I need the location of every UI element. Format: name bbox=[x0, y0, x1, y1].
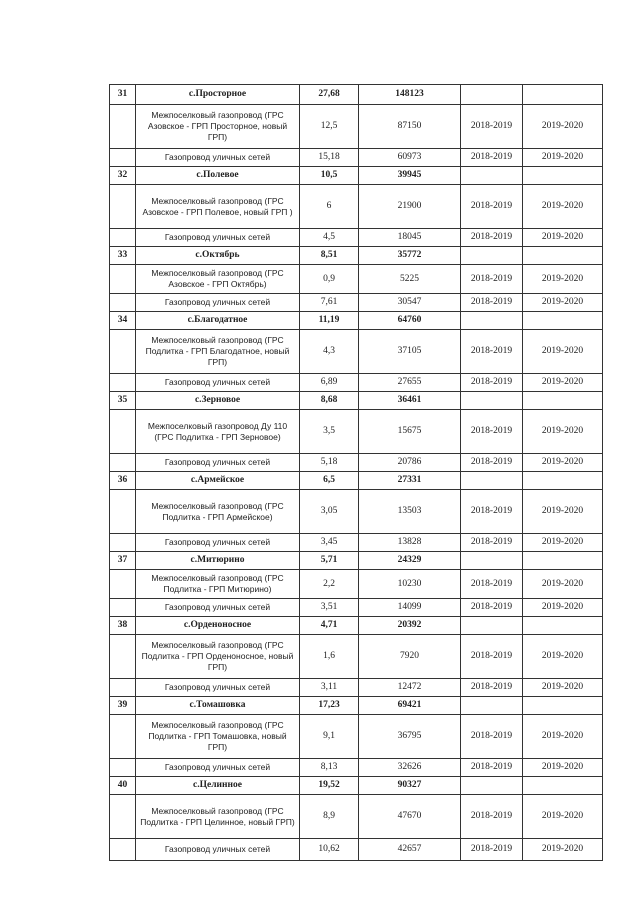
end-period-cell: 2019-2020 bbox=[523, 330, 603, 374]
cost-value-cell: 69421 bbox=[359, 697, 461, 715]
cost-value-cell: 15675 bbox=[359, 410, 461, 454]
start-period-cell: 2018-2019 bbox=[461, 570, 523, 599]
start-period-cell: 2018-2019 bbox=[461, 454, 523, 472]
object-name-cell: Межпоселковый газопровод (ГРС Азовское - ГРП Полевое, новый ГРП ) bbox=[136, 185, 300, 229]
row-number-cell bbox=[110, 534, 136, 552]
end-period-cell bbox=[523, 85, 603, 105]
object-name-cell: с.Томашовка bbox=[136, 697, 300, 715]
start-period-cell bbox=[461, 697, 523, 715]
object-name-cell: Газопровод уличных сетей bbox=[136, 454, 300, 472]
gas-pipeline-table bbox=[109, 84, 603, 861]
object-name-cell: Газопровод уличных сетей bbox=[136, 534, 300, 552]
row-number-cell bbox=[110, 265, 136, 294]
row-number-cell bbox=[110, 635, 136, 679]
object-name-cell: Межпоселковый газопровод (ГРС Подлитка - ГРП Армейское) bbox=[136, 490, 300, 534]
length-km-cell: 2,2 bbox=[300, 570, 359, 599]
object-name-cell: с.Целинное bbox=[136, 777, 300, 795]
length-km-cell: 8,51 bbox=[300, 247, 359, 265]
start-period-cell bbox=[461, 392, 523, 410]
row-number-cell: 37 bbox=[110, 552, 136, 570]
pipeline-row bbox=[110, 149, 603, 167]
row-number-cell bbox=[110, 570, 136, 599]
cost-value-cell: 30547 bbox=[359, 294, 461, 312]
end-period-cell bbox=[523, 777, 603, 795]
object-name-cell: с.Благодатное bbox=[136, 312, 300, 330]
length-km-cell: 0,9 bbox=[300, 265, 359, 294]
object-name-cell: с.Армейское bbox=[136, 472, 300, 490]
end-period-cell: 2019-2020 bbox=[523, 410, 603, 454]
row-number-cell: 39 bbox=[110, 697, 136, 715]
end-period-cell: 2019-2020 bbox=[523, 454, 603, 472]
object-name-cell: с.Орденоносное bbox=[136, 617, 300, 635]
end-period-cell: 2019-2020 bbox=[523, 839, 603, 861]
length-km-cell: 3,45 bbox=[300, 534, 359, 552]
pipeline-row bbox=[110, 374, 603, 392]
pipeline-row bbox=[110, 294, 603, 312]
row-number-cell bbox=[110, 759, 136, 777]
length-km-cell: 6 bbox=[300, 185, 359, 229]
end-period-cell bbox=[523, 167, 603, 185]
pipeline-row bbox=[110, 839, 603, 861]
row-number-cell bbox=[110, 490, 136, 534]
row-number-cell: 38 bbox=[110, 617, 136, 635]
start-period-cell: 2018-2019 bbox=[461, 839, 523, 861]
length-km-cell: 11,19 bbox=[300, 312, 359, 330]
length-km-cell: 8,13 bbox=[300, 759, 359, 777]
row-number-cell: 40 bbox=[110, 777, 136, 795]
length-km-cell: 3,11 bbox=[300, 679, 359, 697]
row-number-cell bbox=[110, 599, 136, 617]
start-period-cell bbox=[461, 777, 523, 795]
object-name-cell: Газопровод уличных сетей bbox=[136, 374, 300, 392]
object-name-cell: Газопровод уличных сетей bbox=[136, 294, 300, 312]
cost-value-cell: 5225 bbox=[359, 265, 461, 294]
cost-value-cell: 37105 bbox=[359, 330, 461, 374]
village-row bbox=[110, 552, 603, 570]
end-period-cell: 2019-2020 bbox=[523, 599, 603, 617]
object-name-cell: Межпоселковый газопровод (ГРС Подлитка - ГРП Митюрино) bbox=[136, 570, 300, 599]
pipeline-row bbox=[110, 185, 603, 229]
start-period-cell: 2018-2019 bbox=[461, 759, 523, 777]
length-km-cell: 6,89 bbox=[300, 374, 359, 392]
start-period-cell bbox=[461, 472, 523, 490]
length-km-cell: 5,18 bbox=[300, 454, 359, 472]
length-km-cell: 17,23 bbox=[300, 697, 359, 715]
end-period-cell: 2019-2020 bbox=[523, 679, 603, 697]
village-row bbox=[110, 167, 603, 185]
end-period-cell: 2019-2020 bbox=[523, 570, 603, 599]
village-row bbox=[110, 777, 603, 795]
object-name-cell: Межпоселковый газопровод (ГРС Подлитка - ГРП Целинное, новый ГРП) bbox=[136, 795, 300, 839]
end-period-cell bbox=[523, 617, 603, 635]
cost-value-cell: 14099 bbox=[359, 599, 461, 617]
length-km-cell: 1,6 bbox=[300, 635, 359, 679]
end-period-cell: 2019-2020 bbox=[523, 534, 603, 552]
end-period-cell: 2019-2020 bbox=[523, 795, 603, 839]
start-period-cell: 2018-2019 bbox=[461, 715, 523, 759]
length-km-cell: 4,5 bbox=[300, 229, 359, 247]
cost-value-cell: 10230 bbox=[359, 570, 461, 599]
cost-value-cell: 42657 bbox=[359, 839, 461, 861]
start-period-cell: 2018-2019 bbox=[461, 374, 523, 392]
start-period-cell: 2018-2019 bbox=[461, 410, 523, 454]
length-km-cell: 15,18 bbox=[300, 149, 359, 167]
start-period-cell: 2018-2019 bbox=[461, 795, 523, 839]
row-number-cell bbox=[110, 330, 136, 374]
object-name-cell: Газопровод уличных сетей bbox=[136, 679, 300, 697]
end-period-cell: 2019-2020 bbox=[523, 374, 603, 392]
pipeline-row bbox=[110, 570, 603, 599]
pipeline-row bbox=[110, 490, 603, 534]
cost-value-cell: 27331 bbox=[359, 472, 461, 490]
cost-value-cell: 35772 bbox=[359, 247, 461, 265]
cost-value-cell: 13503 bbox=[359, 490, 461, 534]
object-name-cell: Газопровод уличных сетей bbox=[136, 599, 300, 617]
length-km-cell: 6,5 bbox=[300, 472, 359, 490]
object-name-cell: Межпоселковый газопровод Ду 110 (ГРС Подлитка - ГРП Зерновое) bbox=[136, 410, 300, 454]
cost-value-cell: 60973 bbox=[359, 149, 461, 167]
start-period-cell: 2018-2019 bbox=[461, 105, 523, 149]
pipeline-row bbox=[110, 330, 603, 374]
cost-value-cell: 20786 bbox=[359, 454, 461, 472]
pipeline-row bbox=[110, 795, 603, 839]
cost-value-cell: 21900 bbox=[359, 185, 461, 229]
row-number-cell bbox=[110, 715, 136, 759]
object-name-cell: Газопровод уличных сетей bbox=[136, 149, 300, 167]
row-number-cell bbox=[110, 374, 136, 392]
length-km-cell: 9,1 bbox=[300, 715, 359, 759]
length-km-cell: 3,51 bbox=[300, 599, 359, 617]
pipeline-row bbox=[110, 635, 603, 679]
pipeline-row bbox=[110, 679, 603, 697]
cost-value-cell: 20392 bbox=[359, 617, 461, 635]
end-period-cell: 2019-2020 bbox=[523, 635, 603, 679]
length-km-cell: 10,62 bbox=[300, 839, 359, 861]
village-row bbox=[110, 472, 603, 490]
cost-value-cell: 27655 bbox=[359, 374, 461, 392]
object-name-cell: Газопровод уличных сетей bbox=[136, 839, 300, 861]
start-period-cell bbox=[461, 167, 523, 185]
end-period-cell bbox=[523, 392, 603, 410]
object-name-cell: Межпоселковый газопровод (ГРС Подлитка - ГРП Томашовка, новый ГРП) bbox=[136, 715, 300, 759]
cost-value-cell: 87150 bbox=[359, 105, 461, 149]
row-number-cell: 35 bbox=[110, 392, 136, 410]
length-km-cell: 7,61 bbox=[300, 294, 359, 312]
length-km-cell: 4,3 bbox=[300, 330, 359, 374]
start-period-cell: 2018-2019 bbox=[461, 294, 523, 312]
object-name-cell: Газопровод уличных сетей bbox=[136, 229, 300, 247]
row-number-cell bbox=[110, 294, 136, 312]
cost-value-cell: 32626 bbox=[359, 759, 461, 777]
object-name-cell: с.Полевое bbox=[136, 167, 300, 185]
length-km-cell: 19,52 bbox=[300, 777, 359, 795]
row-number-cell bbox=[110, 149, 136, 167]
start-period-cell: 2018-2019 bbox=[461, 635, 523, 679]
object-name-cell: Межпоселковый газопровод (ГРС Азовское - ГРП Просторное, новый ГРП) bbox=[136, 105, 300, 149]
object-name-cell: Межпоселковый газопровод (ГРС Подлитка - ГРП Благодатное, новый ГРП) bbox=[136, 330, 300, 374]
start-period-cell bbox=[461, 85, 523, 105]
cost-value-cell: 64760 bbox=[359, 312, 461, 330]
end-period-cell: 2019-2020 bbox=[523, 294, 603, 312]
end-period-cell: 2019-2020 bbox=[523, 490, 603, 534]
length-km-cell: 4,71 bbox=[300, 617, 359, 635]
end-period-cell: 2019-2020 bbox=[523, 185, 603, 229]
object-name-cell: Межпоселковый газопровод (ГРС Подлитка - ГРП Орденоносное, новый ГРП) bbox=[136, 635, 300, 679]
start-period-cell: 2018-2019 bbox=[461, 330, 523, 374]
village-row bbox=[110, 392, 603, 410]
end-period-cell bbox=[523, 697, 603, 715]
end-period-cell bbox=[523, 552, 603, 570]
row-number-cell bbox=[110, 454, 136, 472]
cost-value-cell: 36795 bbox=[359, 715, 461, 759]
object-name-cell: Межпоселковый газопровод (ГРС Азовское - ГРП Октябрь) bbox=[136, 265, 300, 294]
end-period-cell bbox=[523, 472, 603, 490]
length-km-cell: 10,5 bbox=[300, 167, 359, 185]
row-number-cell bbox=[110, 229, 136, 247]
village-row bbox=[110, 312, 603, 330]
row-number-cell: 36 bbox=[110, 472, 136, 490]
length-km-cell: 27,68 bbox=[300, 85, 359, 105]
end-period-cell: 2019-2020 bbox=[523, 105, 603, 149]
start-period-cell: 2018-2019 bbox=[461, 534, 523, 552]
cost-value-cell: 12472 bbox=[359, 679, 461, 697]
row-number-cell: 33 bbox=[110, 247, 136, 265]
start-period-cell: 2018-2019 bbox=[461, 679, 523, 697]
start-period-cell: 2018-2019 bbox=[461, 185, 523, 229]
end-period-cell bbox=[523, 312, 603, 330]
cost-value-cell: 36461 bbox=[359, 392, 461, 410]
end-period-cell: 2019-2020 bbox=[523, 149, 603, 167]
start-period-cell: 2018-2019 bbox=[461, 229, 523, 247]
end-period-cell bbox=[523, 247, 603, 265]
pipeline-row bbox=[110, 265, 603, 294]
village-row bbox=[110, 247, 603, 265]
village-row bbox=[110, 617, 603, 635]
village-row bbox=[110, 85, 603, 105]
cost-value-cell: 39945 bbox=[359, 167, 461, 185]
row-number-cell bbox=[110, 839, 136, 861]
cost-value-cell: 148123 bbox=[359, 85, 461, 105]
length-km-cell: 3,5 bbox=[300, 410, 359, 454]
pipeline-row bbox=[110, 759, 603, 777]
object-name-cell: с.Октябрь bbox=[136, 247, 300, 265]
start-period-cell: 2018-2019 bbox=[461, 265, 523, 294]
length-km-cell: 3,05 bbox=[300, 490, 359, 534]
pipeline-row bbox=[110, 715, 603, 759]
cost-value-cell: 18045 bbox=[359, 229, 461, 247]
village-row bbox=[110, 697, 603, 715]
row-number-cell: 32 bbox=[110, 167, 136, 185]
length-km-cell: 8,68 bbox=[300, 392, 359, 410]
table-body bbox=[110, 85, 603, 861]
row-number-cell bbox=[110, 679, 136, 697]
end-period-cell: 2019-2020 bbox=[523, 759, 603, 777]
pipeline-row bbox=[110, 105, 603, 149]
row-number-cell bbox=[110, 410, 136, 454]
length-km-cell: 5,71 bbox=[300, 552, 359, 570]
pipeline-row bbox=[110, 599, 603, 617]
object-name-cell: Газопровод уличных сетей bbox=[136, 759, 300, 777]
cost-value-cell: 24329 bbox=[359, 552, 461, 570]
start-period-cell bbox=[461, 552, 523, 570]
row-number-cell bbox=[110, 795, 136, 839]
row-number-cell: 31 bbox=[110, 85, 136, 105]
cost-value-cell: 90327 bbox=[359, 777, 461, 795]
pipeline-row bbox=[110, 410, 603, 454]
end-period-cell: 2019-2020 bbox=[523, 265, 603, 294]
start-period-cell bbox=[461, 312, 523, 330]
length-km-cell: 8,9 bbox=[300, 795, 359, 839]
cost-value-cell: 47670 bbox=[359, 795, 461, 839]
object-name-cell: с.Митюрино bbox=[136, 552, 300, 570]
length-km-cell: 12,5 bbox=[300, 105, 359, 149]
start-period-cell: 2018-2019 bbox=[461, 490, 523, 534]
cost-value-cell: 7920 bbox=[359, 635, 461, 679]
pipeline-row bbox=[110, 454, 603, 472]
pipeline-row bbox=[110, 229, 603, 247]
end-period-cell: 2019-2020 bbox=[523, 715, 603, 759]
start-period-cell: 2018-2019 bbox=[461, 149, 523, 167]
pipeline-row bbox=[110, 534, 603, 552]
row-number-cell bbox=[110, 105, 136, 149]
end-period-cell: 2019-2020 bbox=[523, 229, 603, 247]
cost-value-cell: 13828 bbox=[359, 534, 461, 552]
row-number-cell: 34 bbox=[110, 312, 136, 330]
object-name-cell: с.Просторное bbox=[136, 85, 300, 105]
start-period-cell: 2018-2019 bbox=[461, 599, 523, 617]
object-name-cell: с.Зерновое bbox=[136, 392, 300, 410]
row-number-cell bbox=[110, 185, 136, 229]
start-period-cell bbox=[461, 617, 523, 635]
start-period-cell bbox=[461, 247, 523, 265]
